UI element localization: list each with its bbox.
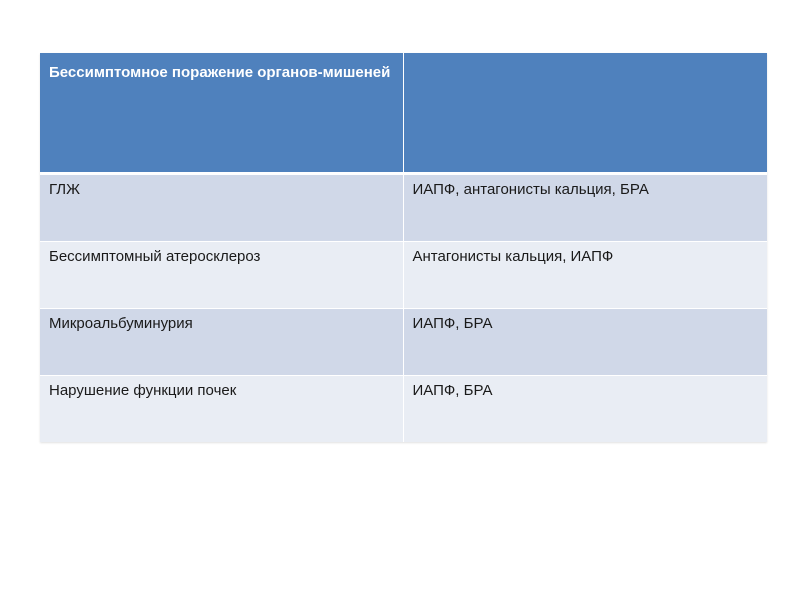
header-cell-condition: Бессимптомное поражение органов-мишеней [40, 53, 403, 174]
table-header-row [40, 53, 767, 174]
table-row [40, 376, 767, 443]
treatment-cell: ИАПФ, БРА [403, 376, 767, 443]
treatment-table-container [40, 53, 767, 442]
treatment-cell: ИАПФ, антагонисты кальция, БРА [403, 174, 767, 242]
table-row [40, 174, 767, 242]
treatment-table [40, 53, 767, 442]
header-cell-treatment [403, 53, 767, 174]
treatment-cell: Антагонисты кальция, ИАПФ [403, 242, 767, 309]
condition-cell: Микроальбуминурия [40, 309, 403, 376]
table-row [40, 309, 767, 376]
condition-cell: Бессимптомный атеросклероз [40, 242, 403, 309]
treatment-cell: ИАПФ, БРА [403, 309, 767, 376]
table-row [40, 242, 767, 309]
condition-cell: ГЛЖ [40, 174, 403, 242]
condition-cell: Нарушение функции почек [40, 376, 403, 443]
